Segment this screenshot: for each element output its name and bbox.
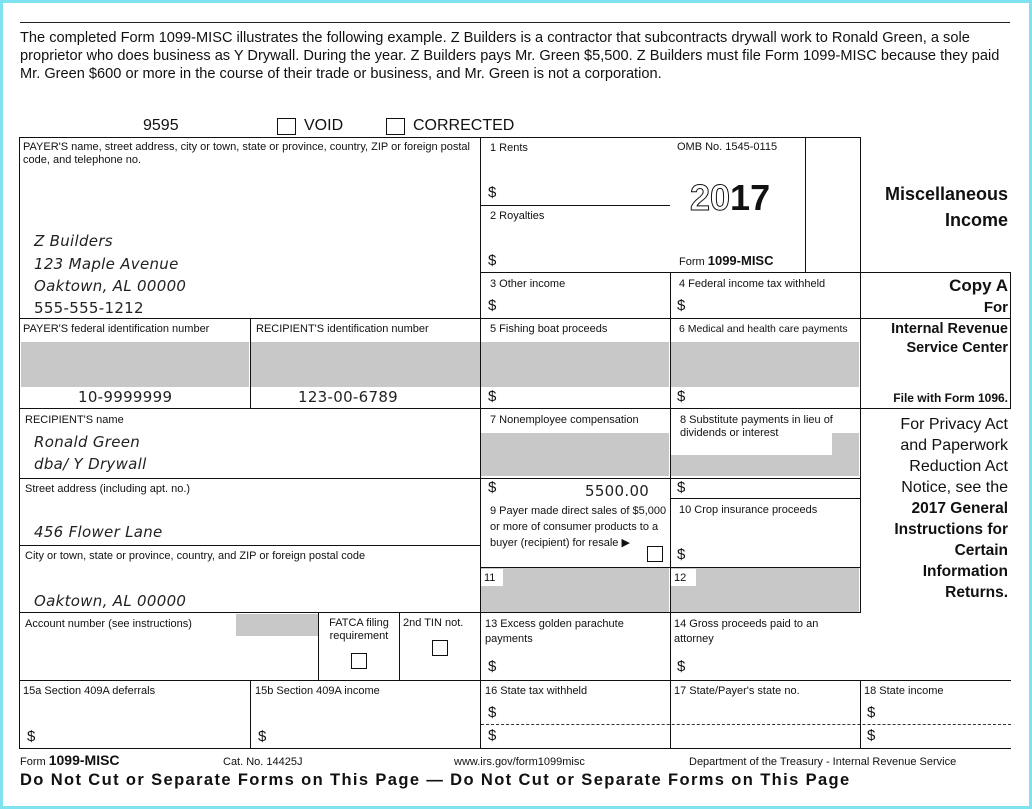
grid-line [19,408,861,409]
grid-line [19,680,1011,681]
box9-checkbox[interactable] [647,546,663,562]
irs-center: Internal Revenue Service Center [891,321,1008,356]
box17-label: 17 State/Payer's state no. [674,685,800,697]
box11-shade [481,568,669,612]
intro-text: The completed Form 1099-MISC illustrates the following example. Z Builders is a contractor that subcontracts drywall work to Ronald Green, a sole proprietor who does business as Y Drywall. During the year. Z Builders pays Mr. Green $5,500. Z Builders must file Form 1099-MISC because they paid Mr. Green $600 or more in the course of their trade or business, and Mr. Green is not a corporation. [20,22,1010,83]
footer-url[interactable]: www.irs.gov/form1099misc [454,756,585,768]
grid-line [670,498,861,499]
box12-shade [670,568,859,612]
box9-label: 9 Payer made direct sales of $5,000 or more of consumer products to a buyer (recipient) for resale ▶ [490,505,667,549]
grid-line [480,205,670,206]
instructions-ref: 2017 General Instructions for Certain Information Returns. [894,500,1008,601]
corrected-label: CORRECTED [413,117,515,134]
recipient-dba[interactable]: dba/ Y Drywall [34,455,147,473]
box8-dollar: $ [677,479,686,496]
grid-line [19,478,861,479]
box8-shade [670,455,859,476]
recipient-street-label: Street address (including apt. no.) [25,483,191,495]
box7-shade [481,433,669,476]
payer-tin-shade [21,342,249,387]
grid-line [480,137,481,748]
grid-line [860,408,1011,409]
recipient-name[interactable]: Ronald Green [34,433,141,451]
box11-label: 11 [484,572,496,584]
box14-label: 14 Gross proceeds paid to an attorney [674,618,819,645]
tax-year-bold: 17 [730,177,771,218]
box15b-dollar: $ [258,728,267,745]
box14-dollar: $ [677,658,686,675]
account-label: Account number (see instructions) [25,618,192,630]
box7-value[interactable]: 5500.00 [585,482,650,500]
copy-a-title: Copy A [949,276,1008,295]
grid-line [399,612,400,680]
fatca-label: FATCA filing requirement [329,617,389,642]
form-code: 9595 [143,117,179,134]
recipient-name-label: RECIPIENT'S name [25,414,124,426]
box16-dollar-2: $ [488,727,497,744]
box15a-dollar: $ [27,728,36,745]
recipient-tin-shade [251,342,480,387]
grid-line [1010,272,1011,408]
box15a-label: 15a Section 409A deferrals [23,685,156,697]
tax-year-outline: 20 [690,177,731,218]
box3-dollar: $ [488,297,497,314]
grid-line [250,680,251,748]
box5-dollar: $ [488,388,497,405]
box13-label: 13 Excess golden parachute payments [485,618,624,645]
box6-dollar: $ [677,388,686,405]
payer-tin[interactable]: 10-9999999 [78,388,173,406]
grid-line [670,272,671,748]
footer-dept: Department of the Treasury - Internal Revenue Service [689,756,957,768]
payer-street[interactable]: 123 Maple Avenue [34,255,179,273]
payer-city[interactable]: Oaktown, AL 00000 [34,277,187,295]
box4-dollar: $ [677,297,686,314]
grid-line [805,137,806,272]
box2-dollar: $ [488,252,497,269]
box2-label: 2 Royalties [490,210,545,222]
recipient-tin[interactable]: 123-00-6789 [298,388,399,406]
do-not-cut-notice: Do Not Cut or Separate Forms on This Page — Do Not Cut or Separate Forms on This Page [20,771,851,789]
second-tin-label: 2nd TIN not. [403,617,464,629]
footer-form-name: Form 1099-MISC [20,752,120,768]
recipient-tin-label: RECIPIENT'S identification number [256,323,429,335]
form-name-top: Form 1099-MISC [679,253,774,268]
box13-dollar: $ [488,658,497,675]
box6-label: 6 Medical and health care payments [679,323,848,335]
footer-cat-no: Cat. No. 14425J [223,756,303,768]
box16-label: 16 State tax withheld [485,685,588,697]
box16-dollar-1: $ [488,704,497,721]
box10-label: 10 Crop insurance proceeds [679,504,818,516]
grid-line [19,545,481,546]
recipient-city[interactable]: Oaktown, AL 00000 [34,592,187,610]
box1-dollar: $ [488,184,497,201]
form-title: Miscellaneous Income [884,184,1008,230]
box1-label: 1 Rents [490,142,528,154]
box18-dollar-2: $ [867,727,876,744]
box5-label: 5 Fishing boat proceeds [490,323,608,335]
grid-line [19,137,20,748]
box18-dollar-1: $ [867,704,876,721]
grid-line [480,272,1011,273]
grid-line [19,137,861,138]
box3-label: 3 Other income [490,278,566,290]
payer-tin-label: PAYER'S federal identification number [23,323,210,335]
grid-line [19,748,1011,749]
box15b-label: 15b Section 409A income [255,685,380,697]
box5-shade [481,342,669,387]
tax-year [690,178,770,218]
void-checkbox[interactable] [277,118,296,135]
state-dash-line [481,724,1011,725]
box4-label: 4 Federal income tax withheld [679,278,826,290]
grid-line [318,612,319,680]
void-label: VOID [304,117,344,134]
box18-label: 18 State income [864,685,944,697]
box12-label: 12 [674,572,687,584]
box10-dollar: $ [677,546,686,563]
grid-line [250,318,251,408]
box6-shade [670,342,859,387]
fatca-checkbox[interactable] [351,653,367,669]
file-with-1096: File with Form 1096. [893,391,1008,405]
box7-label: 7 Nonemployee compensation [490,414,639,426]
privacy-notice: For Privacy Act and Paperwork Reduction Act Notice, see the [900,416,1008,496]
box8-label: 8 Substitute payments in lieu of dividends or interest [680,414,833,439]
account-shade [236,614,318,636]
omb-number: OMB No. 1545-0115 [677,141,778,153]
payer-name[interactable]: Z Builders [34,232,113,250]
grid-line [860,680,861,748]
recipient-street[interactable]: 456 Flower Lane [34,523,163,541]
recipient-city-label: City or town, state or province, country, and ZIP or foreign postal code [25,550,366,562]
second-tin-checkbox[interactable] [432,640,448,656]
payer-phone[interactable]: 555-555-1212 [34,299,144,317]
payer-label: PAYER'S name, street address, city or town, state or province, country, ZIP or foreign postal code, and telephone no. [23,141,470,166]
copy-a-block: Copy A For [862,275,1008,319]
box7-dollar: $ [488,479,497,496]
grid-line [19,612,861,613]
corrected-checkbox[interactable] [386,118,405,135]
